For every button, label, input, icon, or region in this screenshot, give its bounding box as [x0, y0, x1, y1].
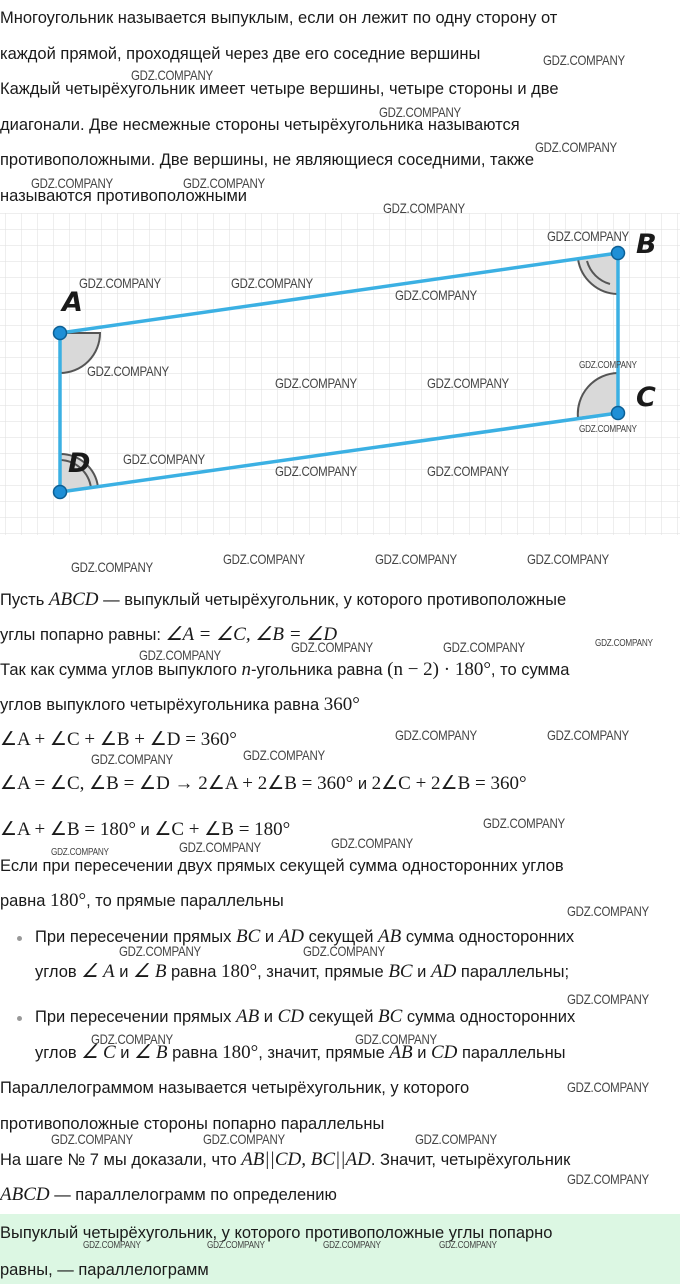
intro-line-2: каждой прямой, проходящей через две его соседние вершины	[0, 45, 481, 63]
equation-half: ∠A + ∠B = 180° и ∠C + ∠B = 180°	[0, 819, 291, 840]
watermark: GDZ.COMPANY	[415, 1131, 497, 1147]
proof-line-4: углов выпуклого четырёхугольника равна 360°	[0, 694, 360, 715]
equation-sum: ∠A + ∠C + ∠B + ∠D = 360°	[0, 729, 237, 750]
definition-line-1: Параллелограммом называется четырёхугольник, у которого	[0, 1079, 470, 1097]
watermark: GDZ.COMPANY	[579, 360, 637, 371]
watermark: GDZ.COMPANY	[379, 104, 461, 120]
watermark: GDZ.COMPANY	[323, 1240, 381, 1251]
conclusion-line-2: равны, — параллелограмм	[0, 1261, 209, 1279]
watermark: GDZ.COMPANY	[527, 551, 609, 567]
proof-line-3: Так как сумма углов выпуклого n-угольника равна (n − 2) · 180°, то сумма	[0, 659, 570, 680]
watermark: GDZ.COMPANY	[87, 363, 169, 379]
proof-line-5: Если при пересечении двух прямых секущей сумма односторонних углов	[0, 857, 564, 875]
watermark: GDZ.COMPANY	[275, 463, 357, 479]
watermark: GDZ.COMPANY	[543, 52, 625, 68]
intro-line-3: Каждый четырёхугольник имеет четыре вершины, четыре стороны и две	[0, 80, 559, 98]
watermark: GDZ.COMPANY	[79, 275, 161, 291]
conclusion-line-1: Выпуклый четырёхугольник, у которого противоположные углы попарно	[0, 1224, 553, 1242]
watermark: GDZ.COMPANY	[91, 751, 173, 767]
proof-line-2: углы попарно равны: ∠A = ∠C, ∠B = ∠D	[0, 624, 338, 645]
watermark: GDZ.COMPANY	[439, 1240, 497, 1251]
vertex-b	[612, 247, 625, 260]
intro-line-1: Многоугольник называется выпуклым, если он лежит по одну сторону от	[0, 9, 558, 27]
watermark: GDZ.COMPANY	[375, 551, 457, 567]
proof-line-1: Пусть ABCD — выпуклый четырёхугольник, у которого противоположные	[0, 589, 567, 610]
watermark: GDZ.COMPANY	[51, 847, 109, 858]
watermark: GDZ.COMPANY	[567, 903, 649, 919]
watermark: GDZ.COMPANY	[223, 551, 305, 567]
watermark: GDZ.COMPANY	[183, 175, 265, 191]
watermark: GDZ.COMPANY	[579, 424, 637, 435]
bullet-2-line-2: углов ∠ C и ∠ B равна 180°, значит, прямые AB и CD параллельны	[35, 1042, 566, 1063]
watermark: GDZ.COMPANY	[547, 228, 629, 244]
vertex-a	[54, 327, 67, 340]
watermark: GDZ.COMPANY	[567, 1171, 649, 1187]
watermark: GDZ.COMPANY	[31, 175, 113, 191]
watermark: GDZ.COMPANY	[443, 639, 525, 655]
watermark: GDZ.COMPANY	[383, 200, 465, 216]
watermark: GDZ.COMPANY	[595, 638, 653, 649]
watermark: GDZ.COMPANY	[395, 287, 477, 303]
label-a: A	[62, 287, 83, 318]
watermark: GDZ.COMPANY	[331, 835, 413, 851]
watermark: GDZ.COMPANY	[355, 1031, 437, 1047]
watermark: GDZ.COMPANY	[291, 639, 373, 655]
intro-line-6: называются противоположными	[0, 187, 248, 205]
watermark: GDZ.COMPANY	[567, 1079, 649, 1095]
bullet-1-line-2: углов ∠ A и ∠ B равна 180°, значит, прямые BC и AD параллельны;	[35, 961, 570, 982]
bullet-dot-1	[17, 936, 22, 941]
bullet-dot-2	[17, 1016, 22, 1021]
step-line-1: На шаге № 7 мы доказали, что AB||CD, BC||AD. Значит, четырёхугольник	[0, 1149, 571, 1170]
watermark: GDZ.COMPANY	[303, 943, 385, 959]
watermark: GDZ.COMPANY	[547, 727, 629, 743]
step-line-2: ABCD — параллелограмм по определению	[0, 1184, 337, 1205]
watermark: GDZ.COMPANY	[119, 943, 201, 959]
watermark: GDZ.COMPANY	[139, 647, 221, 663]
watermark: GDZ.COMPANY	[275, 375, 357, 391]
label-c: C	[636, 382, 656, 413]
watermark: GDZ.COMPANY	[131, 67, 213, 83]
watermark: GDZ.COMPANY	[207, 1240, 265, 1251]
label-b: B	[636, 229, 657, 260]
watermark: GDZ.COMPANY	[395, 727, 477, 743]
watermark: GDZ.COMPANY	[91, 1031, 173, 1047]
watermark: GDZ.COMPANY	[243, 747, 325, 763]
watermark: GDZ.COMPANY	[71, 559, 153, 575]
equation-double: ∠A = ∠C, ∠B = ∠D → 2∠A + 2∠B = 360° и 2∠C + 2∠B = 360°	[0, 773, 527, 794]
bullet-1-line-1: При пересечении прямых BC и AD секущей AB сумма односторонних	[35, 926, 575, 947]
watermark: GDZ.COMPANY	[123, 451, 205, 467]
proof-line-6: равна 180°, то прямые параллельны	[0, 890, 284, 911]
watermark: GDZ.COMPANY	[427, 463, 509, 479]
math-abcd: ABCD	[48, 589, 99, 610]
watermark: GDZ.COMPANY	[567, 991, 649, 1007]
vertex-d	[54, 486, 67, 499]
intro-line-4: диагонали. Две несмежные стороны четырёхугольника называются	[0, 116, 520, 134]
definition-line-2: противоположные стороны попарно параллельны	[0, 1115, 385, 1133]
intro-line-5: противоположными. Две вершины, не являющиеся соседними, также	[0, 151, 535, 169]
vertex-c	[612, 407, 625, 420]
watermark: GDZ.COMPANY	[427, 375, 509, 391]
watermark: GDZ.COMPANY	[535, 139, 617, 155]
watermark: GDZ.COMPANY	[179, 839, 261, 855]
watermark: GDZ.COMPANY	[51, 1131, 133, 1147]
watermark: GDZ.COMPANY	[483, 815, 565, 831]
watermark: GDZ.COMPANY	[83, 1240, 141, 1251]
label-d: D	[68, 448, 91, 479]
bullet-2-line-1: При пересечении прямых AB и CD секущей BC сумма односторонних	[35, 1006, 576, 1027]
watermark: GDZ.COMPANY	[231, 275, 313, 291]
watermark: GDZ.COMPANY	[203, 1131, 285, 1147]
